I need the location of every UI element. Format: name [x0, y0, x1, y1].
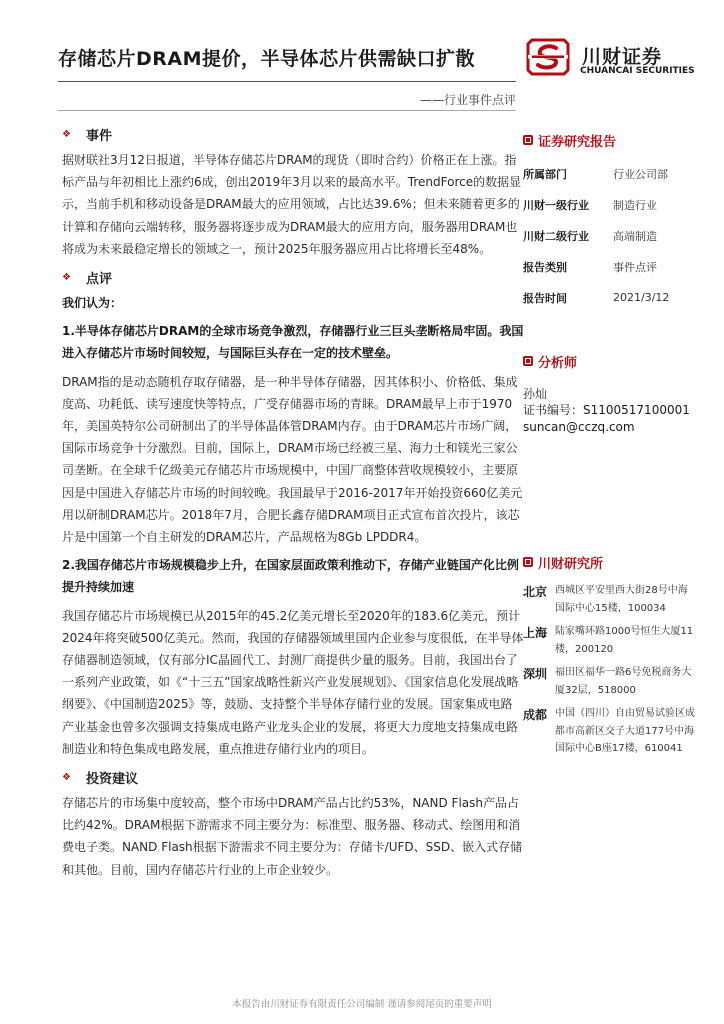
institute-address: 福田区福华一路6号免税商务大厦32层，518000: [555, 667, 692, 696]
report-info-table: [523, 158, 699, 313]
institute-list: [523, 582, 699, 758]
event-paragraph: 据财联社3月12日报道，半导体存储芯片DRAM的现货（即时合约）价格正在上涨。指标产品与年初相比上涨约6成，创出2019年3月以来的最高水平。TrendForce的数据显示，当前手机和移动设备是DRAM最大的应用领域，占比达39.6%；但未来随着更多的计算和存储向云端转移，服务器将逐步成为DRAM最大的应用方向，服务器用DRAM也将成为未来最稳定增长的领域之一，预计2025年服务器应用占比将增长至48%。: [62, 153, 522, 256]
page-footer: 本报告由川财证券有限责任公司编制 谨请参阅尾页的重要声明: [232, 999, 492, 1010]
main-content: [62, 123, 524, 883]
info-key: 报告类别: [523, 260, 567, 274]
analyst-name: 孙灿: [523, 387, 548, 401]
info-row: [523, 251, 699, 282]
report-info-header: [523, 130, 699, 150]
advice-paragraph: 存储芯片的市场集中度较高，整个市场中DRAM产品占比约53%，NAND Flash产品占比约42%。DRAM根据下游需求不同主要分为：标准型、服务器、移动式、绘图用和消费电子类。NAND Flash根据下游需求不同主要分为：存储卡/UFD、SSD、嵌入式存储和其他。目前，国内存储芯片行业的上市企业较少。: [62, 796, 523, 877]
analyst-email[interactable]: suncan@cczq.com: [523, 420, 635, 434]
report-subtitle: ——行业事件点评: [419, 93, 516, 107]
info-row: [523, 158, 699, 189]
institute-row: [523, 705, 699, 758]
info-row: [523, 189, 699, 220]
section-marker-icon: [523, 135, 533, 145]
analyst-header: [523, 351, 699, 371]
institute-city: 成都: [523, 708, 548, 722]
info-key: 报告时间: [523, 291, 567, 305]
institute-address: 陆家嘴环路1000号恒生大厦11楼，200120: [555, 626, 694, 655]
comment-intro: 我们认为：: [62, 296, 123, 311]
report-title: 存储芯片DRAM提价，半导体芯片供需缺口扩散: [58, 48, 476, 70]
section-comment-title: 点评: [86, 271, 113, 287]
section-event-header: [62, 123, 524, 145]
section-event-title: 事件: [86, 128, 113, 144]
chuancai-logo-icon: [526, 38, 570, 76]
analyst-title: 分析师: [538, 355, 578, 371]
section-advice-title: 投资建议: [86, 771, 139, 787]
institute-row: [523, 582, 699, 617]
info-value: 事件点评: [613, 260, 657, 274]
report-info-title: 证券研究报告: [538, 134, 617, 150]
logo-company-name: 川财证券: [582, 46, 663, 68]
point1-heading: 1.半导体存储芯片DRAM的全球市场竞争激烈，存储器行业三巨头垄断格局牢固。我国进入存储芯片市场时间较短，与国际巨头存在一定的技术壁垒。: [62, 324, 524, 361]
point2-paragraph: 我国存储芯片市场规模已从2015年的45.2亿美元增长至2020年的183.6亿美元，预计2024年将突破500亿美元。然而，我国的存储器领域里国内企业参与度很低，在半导体存储器制造领域，仅有部分IC晶圆代工、封测厂商提供少量的服务。目前，我国出台了一系列产业政策，如《“十三五”国家战略性新兴产业发展规划》、《国家信息化发展战略纲要》、《中国制造2025》等，鼓励、支持整个半导体存储行业的发展。国家集成电路产业基金也曾多次强调支持集成电路产业龙头企业的发展，将更大力度地支持集成电路制造业和特色集成电路发展，重点推进存储行业内的项目。: [62, 608, 524, 756]
point2-heading: 2.我国存储芯片市场规模稳步上升，在国家层面政策利推动下，存储产业链国产化比例提升持续加速: [62, 558, 519, 595]
institute-city: 北京: [523, 585, 548, 599]
section-comment-header: [62, 266, 524, 288]
institute-header: [523, 552, 699, 572]
institute-row: [523, 664, 699, 699]
info-key: 所属部门: [523, 167, 567, 181]
institute-city: 深圳: [523, 667, 548, 681]
info-row: [523, 220, 699, 251]
institute-address: 西城区平安里西大街28号中海国际中心15楼，100034: [555, 585, 688, 614]
info-key: 川财一级行业: [523, 198, 589, 212]
header-divider: [58, 81, 516, 82]
section-advice-header: [62, 766, 524, 788]
diamond-bullet-icon: ❖: [62, 771, 71, 783]
info-value: 高端制造: [613, 229, 657, 243]
point1-paragraph: DRAM指的是动态随机存取存储器，是一种半导体存储器，因其体积小、价格低、集成度高、功耗低、读写速度快等特点，广受存储器市场的青睐。DRAM最早上市于1970年，美国英特尔公司研制出了的半导体晶体管DRAM内存。由于DRAM芯片市场广阔，国际市场竞争十分激烈。目前，国际上，DRAM市场已经被三星、海力士和镁光三家公司垄断。在全球千亿级美元存储芯片市场规模中，中国厂商整体营收规模较小，主要原因是中国进入存储芯片市场的时间较晚。我国最早于2016-2017年开始投资660亿美元用以研制DRAM芯片。2018年7月，合肥长鑫存储DRAM项目正式宣布首次投片，该芯片是中国第一个自主研发的DRAM芯片，产品规格为8Gb LPDDR4。: [62, 374, 523, 545]
section-marker-icon: [523, 557, 533, 567]
section-marker-icon: [523, 356, 533, 366]
info-value: 制造行业: [613, 198, 657, 212]
institute-city: 上海: [523, 626, 548, 640]
institute-title: 川财研究所: [538, 556, 604, 572]
diamond-bullet-icon: ❖: [62, 271, 71, 283]
institute-address: 中国（四川）自由贸易试验区成都市高新区交子大道177号中海国际中心B座17楼，610041: [555, 708, 695, 754]
info-value: 2021/3/12: [613, 291, 670, 304]
info-row: [523, 282, 699, 313]
analyst-cert: 证书编号：S1100517100001: [523, 403, 690, 417]
diamond-bullet-icon: ❖: [62, 128, 71, 140]
institute-row: [523, 623, 699, 658]
info-key: 川财二级行业: [523, 229, 589, 243]
content-divider: [58, 110, 516, 111]
logo-company-name-en: CHUANCAI SECURITIES: [580, 66, 695, 76]
sidebar: [523, 130, 699, 764]
info-value: 行业公司部: [613, 167, 668, 181]
